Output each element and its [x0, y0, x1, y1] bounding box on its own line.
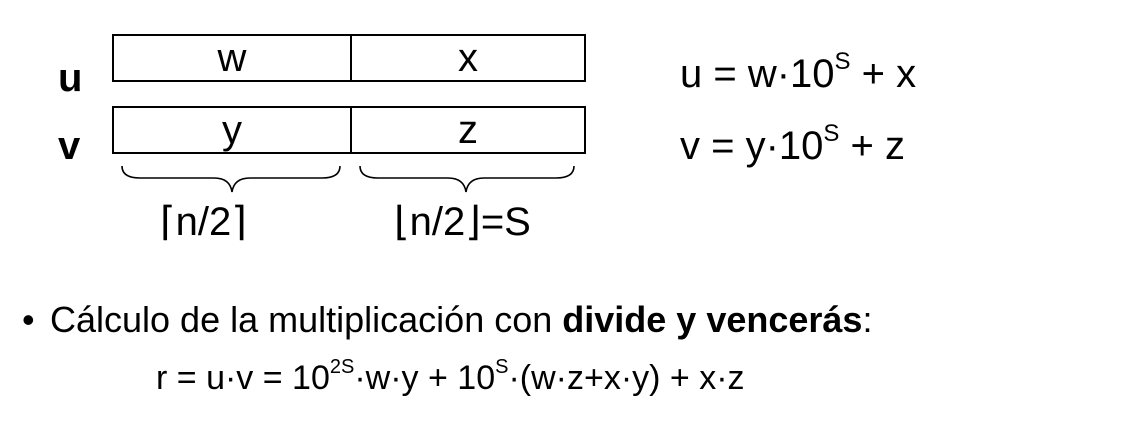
equation-u-prefix: u = w·10 [680, 52, 835, 96]
row-label-u: u [58, 56, 83, 100]
bullet-text-before: Cálculo de la multiplicación con [50, 299, 563, 340]
label-floor-n-half-s: ⌊n/2⌋=S [394, 200, 531, 244]
equation-u-exponent: S [834, 48, 851, 75]
bullet-text-after: : [862, 299, 873, 340]
row-label-v: v [58, 124, 81, 168]
left-brace [122, 166, 340, 192]
label-ceil-n-half: ⌈n/2⌉ [160, 200, 247, 244]
formula-exp1: 2S [329, 356, 355, 378]
equation-u [680, 48, 917, 96]
formula-part1: r = u·v = 10 [156, 359, 330, 397]
right-brace [360, 166, 574, 192]
bullet-item [22, 300, 872, 340]
equation-v-exponent: S [823, 120, 840, 147]
bullet-text-bold: divide y vencerás [562, 299, 863, 340]
equation-v [680, 120, 906, 168]
cell-z: z [350, 106, 586, 154]
formula-part3: ·(w·z+x·y) + x·z [508, 359, 745, 397]
cell-y: y [112, 106, 352, 154]
cell-x: x [350, 34, 586, 82]
cell-w: w [112, 34, 352, 82]
equation-v-prefix: v = y·10 [680, 124, 824, 168]
bullet-symbol: • [22, 299, 35, 340]
formula-r [156, 358, 745, 398]
formula-part2: ·w·y + 10 [354, 359, 496, 397]
equation-v-suffix: + z [839, 124, 906, 168]
equation-u-suffix: + x [850, 52, 917, 96]
formula-exp2: S [495, 356, 509, 378]
